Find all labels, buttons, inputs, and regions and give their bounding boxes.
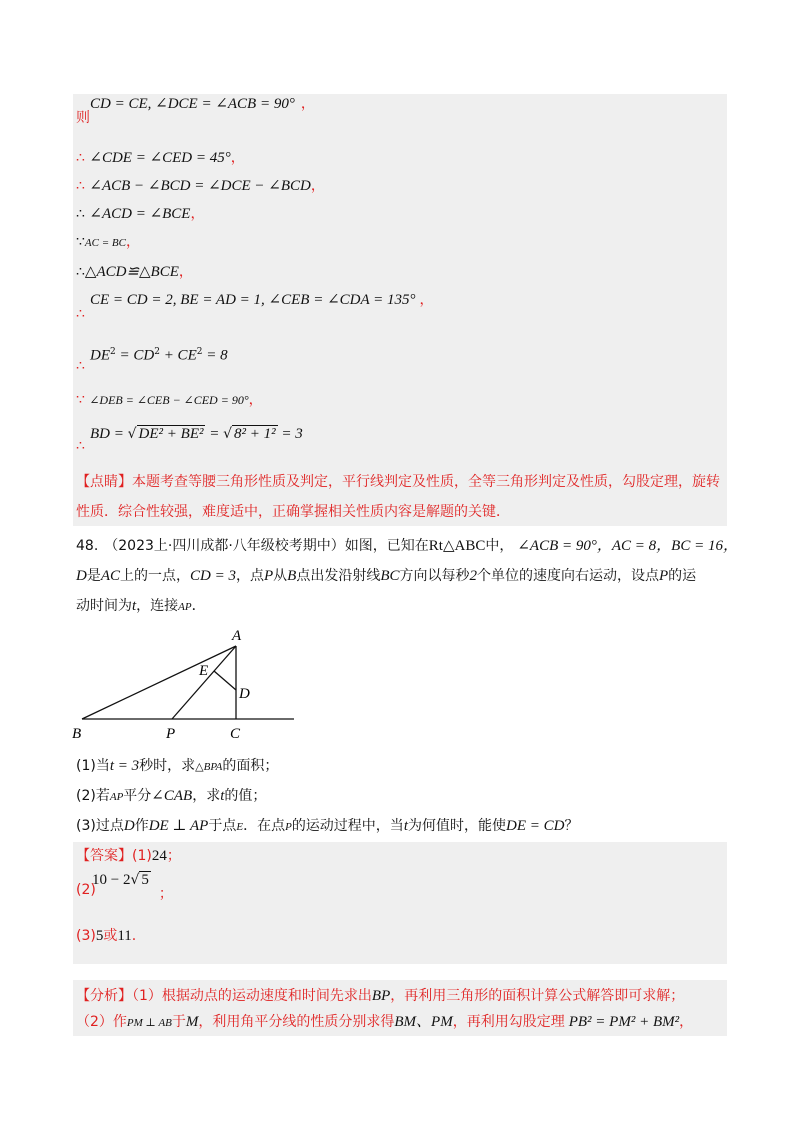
comment-line-1: 【点睛】本题考查等腰三角形性质及判定，平行线判定及性质，全等三角形判定及性质，勾股定理，旋转	[76, 474, 720, 490]
question-2: (2)若AP平分∠CAB，求t的值；	[76, 788, 267, 804]
problem-line-1: 48. （2023上·四川成都·八年级校考期中）如图，已知在Rt△ABC中， ∠ACB = 90°，AC = 8，BC = 16，	[76, 538, 738, 554]
solution-line-7: CE = CD = 2, BE = AD = 1, ∠CEB = ∠CDA = 135° ，	[90, 292, 434, 308]
question-1: (1)当t = 3秒时，求△BPA的面积；	[76, 758, 279, 774]
label-d: D	[239, 686, 250, 702]
label-a: A	[232, 628, 242, 644]
problem-line-2: D是AC上的一点，CD = 3，点P从B点出发沿射线BC方向以每秒2个单位的速度向右运动，设点P的运	[76, 568, 697, 584]
segment-de	[214, 671, 236, 690]
solution-line-5: ∵AC = BC，	[76, 234, 140, 250]
solution-line-8: $DE^2 = CD^2 + CE^2 = 8$	[90, 347, 228, 364]
solution-line-2: ∴ ∠CDE = ∠CED = 45°，	[76, 150, 245, 166]
solution-line-10: BD = √ DE² + BE² = √ 8² + 1² = 3	[90, 426, 303, 442]
segment-ab	[82, 646, 236, 719]
label-p: P	[166, 726, 176, 742]
solution-line-10-therefore: ∴	[76, 438, 85, 454]
analysis-line-1: 【分析】（1）根据动点的运动速度和时间先求出BP，再利用三角形的面积计算公式解答即可求解；	[76, 988, 685, 1004]
label-c: C	[230, 726, 241, 742]
solution-line-6: ∴△ACD≌△BCE，	[76, 264, 193, 280]
answer-2: (2)	[76, 882, 96, 898]
solution-line-1: CD = CE, ∠DCE = ∠ACB = 90° ，	[90, 96, 315, 112]
solution-line-4: ∴ ∠ACD = ∠BCE，	[76, 206, 205, 222]
solution-line-8-therefore: ∴	[76, 358, 85, 374]
solution-line-3: ∴ ∠ACB − ∠BCD = ∠DCE − ∠BCD，	[76, 178, 325, 194]
question-3: (3)过点D作DE ⊥ AP于点E．在点P的运动过程中，当t为何值时，能使DE = CD？	[76, 818, 579, 834]
comment-line-2: 性质．综合性较强，难度适中，正确掌握相关性质内容是解题的关键．	[76, 504, 510, 520]
label-b: B	[72, 726, 82, 742]
solution-line-7-therefore: ∴	[76, 306, 85, 322]
geometry-figure	[70, 620, 310, 750]
answer-1: 【答案】(1)24；	[76, 848, 181, 864]
solution-line-1-prefix: 则	[76, 110, 90, 126]
answer-3: (3)5或11.	[76, 928, 137, 944]
problem-line-3: 动时间为t，连接AP．	[76, 598, 206, 614]
analysis-line-2: （2）作PM ⊥ AB于M，利用角平分线的性质分别求得BM、PM，再利用勾股定理 PB² = PM² + BM²，	[76, 1014, 694, 1030]
solution-line-9: ∵ ∠DEB = ∠CEB − ∠CED = 90°，	[76, 392, 263, 408]
label-e: E	[199, 663, 209, 679]
answer-2-value: 10 − 2√ 5；	[92, 872, 173, 902]
